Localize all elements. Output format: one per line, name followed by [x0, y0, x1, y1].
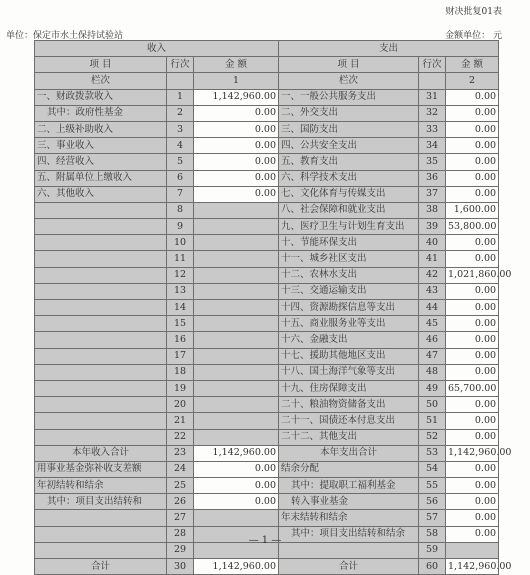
expense-amount-cell: 1,142,960.00 — [446, 559, 499, 575]
expense-row-no-cell: 39 — [419, 219, 446, 235]
expense-amount-cell: 0.00 — [446, 348, 499, 364]
income-amount-header: 金 额 — [194, 57, 279, 73]
income-item-cell: 用事业基金弥补收支差额 — [35, 461, 167, 477]
income-item-cell — [35, 202, 167, 218]
income-amount-cell — [194, 413, 279, 429]
expense-row-no-cell: 42 — [419, 267, 446, 283]
page-number: — 1 — — [248, 535, 282, 546]
income-amount-cell: 0.00 — [194, 154, 279, 170]
expense-row-no-cell: 60 — [419, 559, 446, 575]
income-amount-cell — [194, 429, 279, 445]
expense-item-cell: 转入事业基金 — [279, 494, 419, 510]
income-column-blank — [167, 73, 194, 89]
income-row-no-cell: 12 — [167, 267, 194, 283]
table-row — [35, 510, 499, 526]
expense-item-cell: 十八、国土海洋气象等支出 — [279, 364, 419, 380]
expense-row-no-cell: 46 — [419, 332, 446, 348]
income-row-no-cell: 26 — [167, 494, 194, 510]
income-row-no-header: 行次 — [167, 57, 194, 73]
income-item-cell: 其中：项目支出结转和 — [35, 494, 167, 510]
expense-row-no-cell: 43 — [419, 283, 446, 299]
expense-amount-cell: 0.00 — [446, 397, 499, 413]
table-row — [35, 300, 499, 316]
income-amount-cell: 1,142,960.00 — [194, 89, 279, 105]
expense-item-cell: 四、公共安全支出 — [279, 138, 419, 154]
income-item-cell — [35, 429, 167, 445]
income-row-no-cell: 20 — [167, 397, 194, 413]
expense-row-no-cell: 49 — [419, 380, 446, 396]
expense-item-cell: 其中：项目支出结转和结余 — [279, 526, 419, 542]
expense-row-no-cell: 37 — [419, 186, 446, 202]
table-row — [35, 202, 499, 218]
income-item-cell — [35, 380, 167, 396]
expense-row-no-cell: 45 — [419, 316, 446, 332]
income-item-cell — [35, 300, 167, 316]
income-row-no-cell: 14 — [167, 300, 194, 316]
expense-item-cell: 十二、农林水支出 — [279, 267, 419, 283]
table-row — [35, 138, 499, 154]
table-row — [35, 154, 499, 170]
expense-item-cell: 五、教育支出 — [279, 154, 419, 170]
expense-item-cell: 十五、商业服务业等支出 — [279, 316, 419, 332]
expense-row-no-cell: 36 — [419, 170, 446, 186]
income-amount-cell — [194, 300, 279, 316]
income-item-cell: 三、事业收入 — [35, 138, 167, 154]
expense-amount-cell: 0.00 — [446, 494, 499, 510]
expense-item-cell: 二十、粮油物资储备支出 — [279, 397, 419, 413]
expense-item-cell: 八、社会保障和就业支出 — [279, 202, 419, 218]
expense-row-no-cell: 33 — [419, 121, 446, 137]
expense-item-cell: 二十一、国债还本付息支出 — [279, 413, 419, 429]
income-row-no-cell: 19 — [167, 380, 194, 396]
column-header-row — [35, 57, 499, 73]
income-item-cell: 六、其他收入 — [35, 186, 167, 202]
income-amount-cell: 0.00 — [194, 478, 279, 494]
income-row-no-cell: 23 — [167, 445, 194, 461]
income-item-cell — [35, 332, 167, 348]
income-item-cell — [35, 235, 167, 251]
expense-item-cell: 六、科学技术支出 — [279, 170, 419, 186]
expense-row-no-cell: 38 — [419, 202, 446, 218]
expense-row-no-cell: 31 — [419, 89, 446, 105]
expense-amount-header: 金 额 — [446, 57, 499, 73]
unit-label: 单位：保定市水土保持试验站 — [6, 31, 124, 41]
expense-amount-cell: 0.00 — [446, 154, 499, 170]
expense-amount-cell: 0.00 — [446, 283, 499, 299]
expense-item-cell: 十六、金融支出 — [279, 332, 419, 348]
table-row — [35, 251, 499, 267]
income-row-no-cell: 29 — [167, 542, 194, 558]
table-row — [35, 380, 499, 396]
expense-item-cell: 十四、资源勘探信息等支出 — [279, 300, 419, 316]
expense-item-header: 项 目 — [279, 57, 419, 73]
expense-row-no-cell: 52 — [419, 429, 446, 445]
expense-amount-cell: 0.00 — [446, 364, 499, 380]
expense-item-cell: 九、医疗卫生与计划生育支出 — [279, 219, 419, 235]
expense-item-cell: 十、节能环保支出 — [279, 235, 419, 251]
income-amount-cell: 0.00 — [194, 105, 279, 121]
income-item-cell: 本年收入合计 — [35, 445, 167, 461]
expense-row-no-cell: 47 — [419, 348, 446, 364]
expense-row-no-cell: 53 — [419, 445, 446, 461]
income-row-no-cell: 3 — [167, 121, 194, 137]
expense-amount-cell: 0.00 — [446, 186, 499, 202]
expense-row-no-cell: 54 — [419, 461, 446, 477]
income-amount-cell — [194, 267, 279, 283]
income-row-no-cell: 15 — [167, 316, 194, 332]
income-row-no-cell: 22 — [167, 429, 194, 445]
expense-item-cell: 年末结转和结余 — [279, 510, 419, 526]
income-amount-cell — [194, 510, 279, 526]
expense-amount-cell: 0.00 — [446, 510, 499, 526]
income-item-cell — [35, 316, 167, 332]
expense-item-cell: 其中：提取职工福利基金 — [279, 478, 419, 494]
expense-amount-cell: 0.00 — [446, 300, 499, 316]
expense-amount-cell: 0.00 — [446, 121, 499, 137]
income-item-cell: 一、财政拨款收入 — [35, 89, 167, 105]
final-accounts-table — [34, 40, 512, 575]
table-row — [35, 559, 499, 575]
income-row-no-cell: 16 — [167, 332, 194, 348]
income-row-no-cell: 30 — [167, 559, 194, 575]
expense-amount-cell: 0.00 — [446, 138, 499, 154]
income-amount-cell — [194, 380, 279, 396]
income-amount-cell: 0.00 — [194, 494, 279, 510]
table-row — [35, 170, 499, 186]
table-row — [35, 364, 499, 380]
income-amount-cell — [194, 202, 279, 218]
expense-item-cell: 二十二、其他支出 — [279, 429, 419, 445]
expense-row-no-cell: 34 — [419, 138, 446, 154]
table-row — [35, 89, 499, 105]
table-row — [35, 413, 499, 429]
income-amount-cell — [194, 348, 279, 364]
income-item-cell: 二、上级补助收入 — [35, 121, 167, 137]
income-amount-cell — [194, 316, 279, 332]
expense-amount-cell: 0.00 — [446, 316, 499, 332]
expense-column-number: 2 — [446, 73, 499, 89]
form-code: 财决批复01表 — [445, 7, 502, 17]
income-row-no-cell: 1 — [167, 89, 194, 105]
income-amount-cell — [194, 332, 279, 348]
income-amount-cell — [194, 219, 279, 235]
income-item-cell — [35, 219, 167, 235]
expense-amount-cell: 1,021,860.00 — [446, 267, 499, 283]
column-index-row — [35, 73, 499, 89]
expense-item-cell: 七、文化体育与传媒支出 — [279, 186, 419, 202]
section-header-row — [35, 41, 499, 57]
expense-section-header: 支出 — [279, 41, 499, 57]
expense-row-no-cell: 55 — [419, 478, 446, 494]
expense-row-no-header: 行次 — [419, 57, 446, 73]
income-item-cell — [35, 397, 167, 413]
expense-item-cell: 三、国防支出 — [279, 121, 419, 137]
expense-amount-cell: 0.00 — [446, 89, 499, 105]
table-row — [35, 186, 499, 202]
expense-item-cell: 一、一般公共服务支出 — [279, 89, 419, 105]
income-row-no-cell: 25 — [167, 478, 194, 494]
income-item-cell — [35, 364, 167, 380]
expense-row-no-cell: 41 — [419, 251, 446, 267]
income-amount-cell: 0.00 — [194, 170, 279, 186]
income-item-cell — [35, 251, 167, 267]
income-item-cell: 四、经营收入 — [35, 154, 167, 170]
income-item-cell: 年初结转和结余 — [35, 478, 167, 494]
expense-row-no-cell: 40 — [419, 235, 446, 251]
table-row — [35, 316, 499, 332]
expense-item-cell: 十七、援助其他地区支出 — [279, 348, 419, 364]
income-item-header: 项 目 — [35, 57, 167, 73]
income-item-cell — [35, 413, 167, 429]
income-amount-cell — [194, 397, 279, 413]
income-row-no-cell: 6 — [167, 170, 194, 186]
table-row — [35, 105, 499, 121]
expense-amount-cell: 0.00 — [446, 235, 499, 251]
expense-amount-cell: 0.00 — [446, 526, 499, 542]
expense-row-no-cell: 59 — [419, 542, 446, 558]
income-row-no-cell: 10 — [167, 235, 194, 251]
table-row — [35, 332, 499, 348]
expense-amount-cell: 0.00 — [446, 251, 499, 267]
income-amount-cell: 0.00 — [194, 121, 279, 137]
expense-amount-cell: 0.00 — [446, 413, 499, 429]
expense-row-no-cell: 32 — [419, 105, 446, 121]
income-amount-cell — [194, 283, 279, 299]
table-row — [35, 121, 499, 137]
income-amount-cell: 0.00 — [194, 461, 279, 477]
expense-row-no-cell: 57 — [419, 510, 446, 526]
table-row — [35, 235, 499, 251]
income-item-cell — [35, 348, 167, 364]
income-row-no-cell: 24 — [167, 461, 194, 477]
expense-item-cell: 十三、交通运输支出 — [279, 283, 419, 299]
expense-amount-cell: 0.00 — [446, 478, 499, 494]
income-row-no-cell: 5 — [167, 154, 194, 170]
expense-amount-cell: 65,700.00 — [446, 380, 499, 396]
income-amount-cell — [194, 364, 279, 380]
expense-amount-cell: 0.00 — [446, 429, 499, 445]
table-row — [35, 348, 499, 364]
income-amount-cell: 1,142,960.00 — [194, 559, 279, 575]
expense-column-blank — [419, 73, 446, 89]
expense-row-no-cell: 58 — [419, 526, 446, 542]
currency-unit-label: 金额单位： 元 — [445, 31, 502, 41]
income-row-no-cell: 13 — [167, 283, 194, 299]
expense-amount-cell: 1,142,960.00 — [446, 445, 499, 461]
income-row-no-cell: 9 — [167, 219, 194, 235]
income-row-no-cell: 21 — [167, 413, 194, 429]
expense-row-no-cell: 35 — [419, 154, 446, 170]
income-item-cell — [35, 267, 167, 283]
income-amount-cell: 1,142,960.00 — [194, 445, 279, 461]
expense-item-cell: 结余分配 — [279, 461, 419, 477]
expense-item-cell: 本年支出合计 — [279, 445, 419, 461]
expense-amount-cell: 0.00 — [446, 461, 499, 477]
expense-amount-cell: 1,600.00 — [446, 202, 499, 218]
income-amount-cell: 0.00 — [194, 138, 279, 154]
income-amount-cell: 0.00 — [194, 186, 279, 202]
expense-row-no-cell: 50 — [419, 397, 446, 413]
income-amount-cell — [194, 251, 279, 267]
income-row-no-cell: 27 — [167, 510, 194, 526]
income-item-cell — [35, 283, 167, 299]
expense-item-cell: 二、外交支出 — [279, 105, 419, 121]
expense-item-cell: 十九、住房保障支出 — [279, 380, 419, 396]
income-item-cell: 五、附属单位上缴收入 — [35, 170, 167, 186]
expense-item-cell: 合计 — [279, 559, 419, 575]
table-row — [35, 267, 499, 283]
expense-amount-cell: 53,800.00 — [446, 219, 499, 235]
table-row — [35, 397, 499, 413]
expense-row-no-cell: 56 — [419, 494, 446, 510]
income-row-no-cell: 2 — [167, 105, 194, 121]
expense-amount-cell: 0.00 — [446, 332, 499, 348]
table-row — [35, 283, 499, 299]
income-amount-cell — [194, 235, 279, 251]
expense-row-no-cell: 44 — [419, 300, 446, 316]
table-row — [35, 494, 499, 510]
table-row — [35, 461, 499, 477]
income-column-label: 栏次 — [35, 73, 167, 89]
expense-amount-cell: 0.00 — [446, 105, 499, 121]
income-row-no-cell: 18 — [167, 364, 194, 380]
income-item-cell — [35, 510, 167, 526]
table-row — [35, 478, 499, 494]
table-row — [35, 445, 499, 461]
income-section-header: 收入 — [35, 41, 279, 57]
income-row-no-cell: 4 — [167, 138, 194, 154]
income-row-no-cell: 8 — [167, 202, 194, 218]
income-item-cell: 其中：政府性基金 — [35, 105, 167, 121]
expense-column-label: 栏次 — [279, 73, 419, 89]
table-row — [35, 429, 499, 445]
income-row-no-cell: 28 — [167, 526, 194, 542]
income-column-number: 1 — [194, 73, 279, 89]
table-row — [35, 219, 499, 235]
income-item-cell: 合计 — [35, 559, 167, 575]
income-row-no-cell: 11 — [167, 251, 194, 267]
expense-amount-cell: 0.00 — [446, 170, 499, 186]
expense-row-no-cell: 48 — [419, 364, 446, 380]
expense-row-no-cell: 51 — [419, 413, 446, 429]
expense-item-cell: 十一、城乡社区支出 — [279, 251, 419, 267]
income-row-no-cell: 7 — [167, 186, 194, 202]
income-row-no-cell: 17 — [167, 348, 194, 364]
